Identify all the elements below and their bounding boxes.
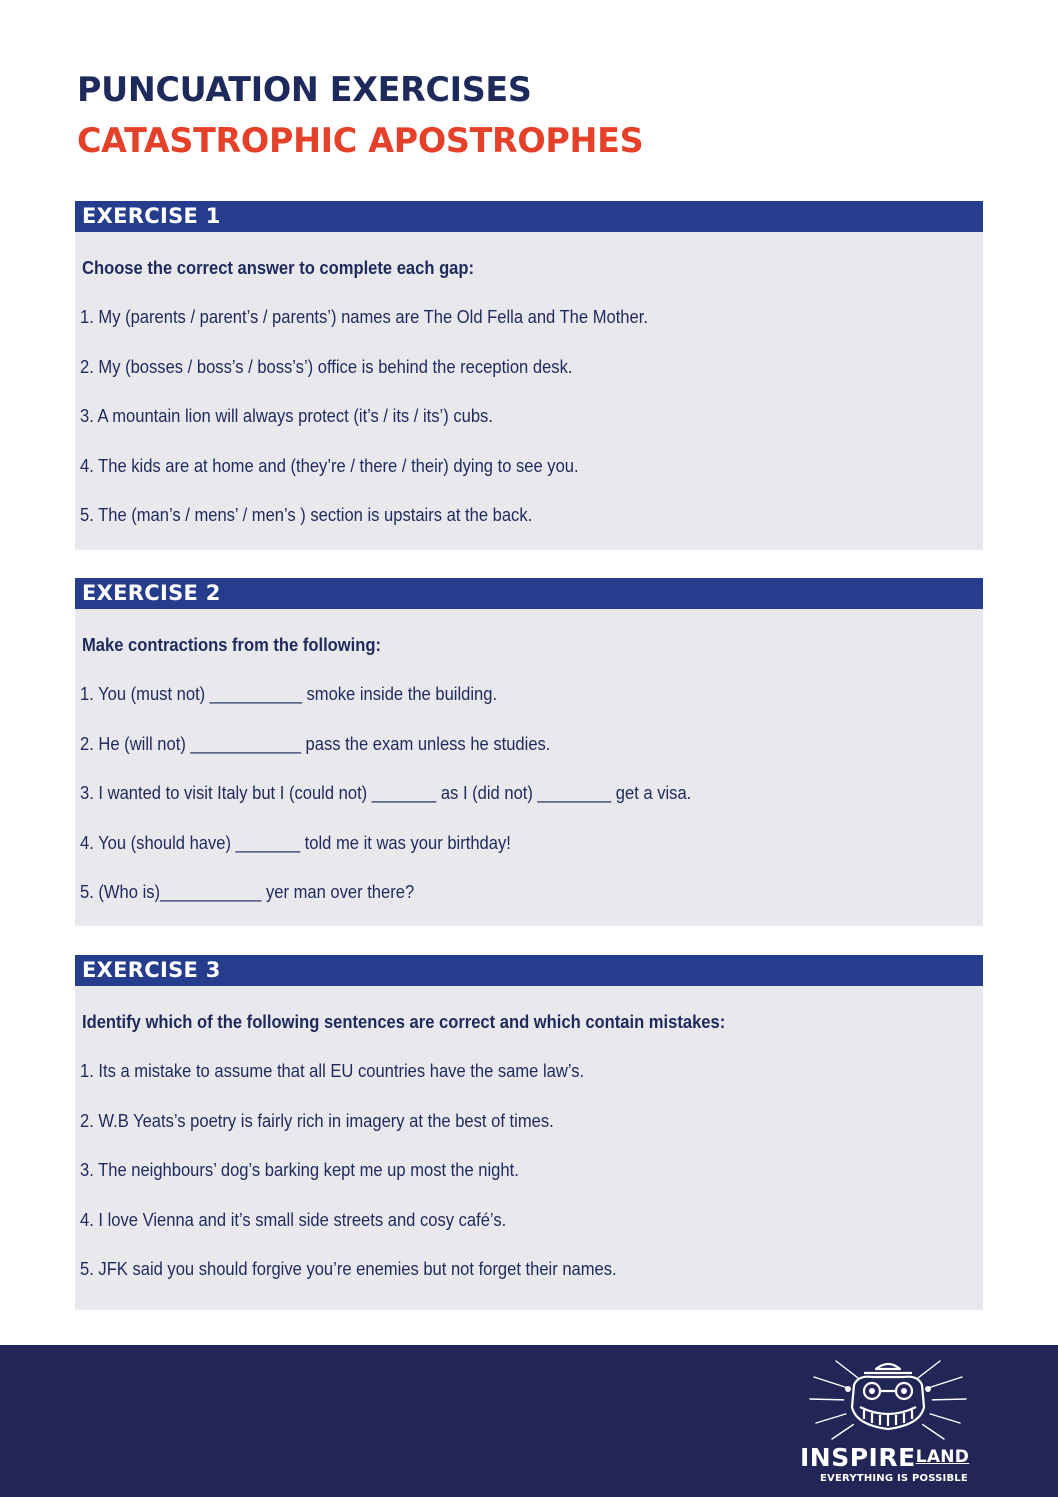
exercise-3-item-4: 4. I love Vienna and it’s small side streets and cosy café’s. [80,1209,507,1230]
exercise-3-instruction: Identify which of the following sentences are correct and which contain mistakes: [82,1012,726,1032]
exercise-1-item-5: 5. The (man’s / mens’ / men’s ) section is upstairs at the back. [80,505,533,525]
exercise-2-item-3: 3. I wanted to visit Italy but I (could not) _______ as I (did not) ________ get a visa. [80,783,692,803]
exercise-1-list [75,303,983,530]
exercise-2-list [75,680,983,907]
exercise-2-item-4: 4. You (should have) _______ told me it was your birthday! [80,832,511,853]
exercise-2-item-5: 5. (Who is)___________ yer man over there? [80,882,415,902]
page-subtitle: CATASTROPHIC APOSTROPHES [77,121,644,161]
exercise-2-heading: EXERCISE 2 [75,578,983,609]
exercise-2-item-1: 1. You (must not) __________ smoke inside the building. [80,684,498,704]
exercise-1-item-4: 4. The kids are at home and (they’re / there / their) dying to see you. [80,455,579,476]
exercise-1-panel [75,201,983,550]
inspireland-logo [796,1355,986,1493]
exercise-3-list [75,1057,983,1284]
exercise-1-item-1: 1. My (parents / parent’s / parents’) names are The Old Fella and The Mother. [80,307,648,327]
exercise-1-instruction: Choose the correct answer to complete each gap: [82,258,475,278]
exercise-3-item-5: 5. JFK said you should forgive you’re enemies but not forget their names. [80,1259,617,1279]
brand-tagline: EVERYTHING IS POSSIBLE [820,1473,968,1484]
exercise-2-panel [75,578,983,926]
exercise-2-instruction: Make contractions from the following: [82,635,382,655]
exercise-3-panel [75,955,983,1310]
brand-suffix: LAND [915,1447,970,1467]
exercise-3-item-3: 3. The neighbours’ dog’s barking kept me up most the night. [80,1160,519,1180]
exercise-1-heading: EXERCISE 1 [75,201,983,232]
brand-main: INSPIRE [800,1443,916,1472]
inspireland-mascot-icon [808,1355,968,1443]
brand-name [800,1443,969,1472]
exercise-3-item-1: 1. Its a mistake to assume that all EU countries have the same law’s. [80,1061,585,1081]
exercise-3-heading: EXERCISE 3 [75,955,983,986]
exercise-2-item-2: 2. He (will not) ____________ pass the exam unless he studies. [80,733,551,754]
exercise-1-item-2: 2. My (bosses / boss’s / boss’s’) office is behind the reception desk. [80,356,573,377]
page-title: PUNCUATION EXERCISES [77,70,532,110]
exercise-3-item-2: 2. W.B Yeats’s poetry is fairly rich in imagery at the best of times. [80,1110,554,1131]
exercise-1-item-3: 3. A mountain lion will always protect (it’s / its / its’) cubs. [80,406,493,426]
footer-bar [0,1345,1058,1497]
